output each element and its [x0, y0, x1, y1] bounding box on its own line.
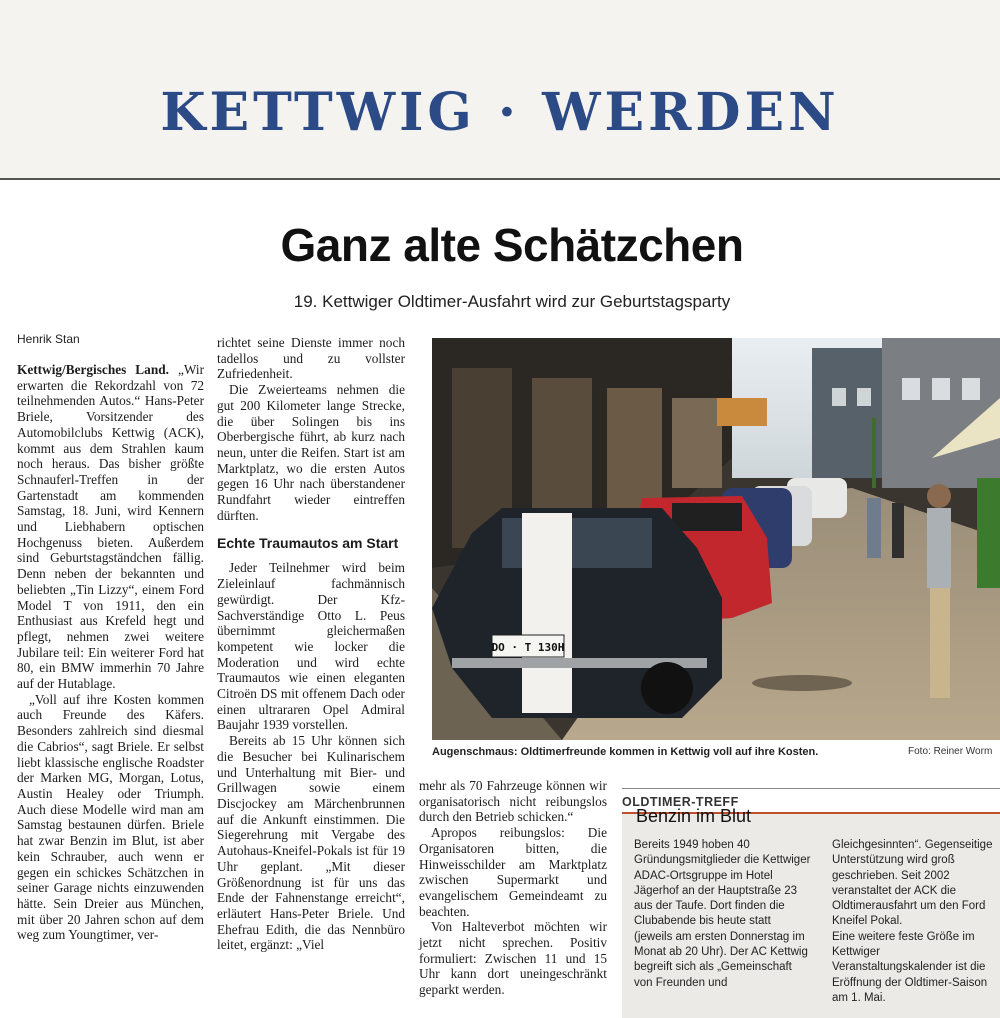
article-headline: Ganz alte Schätzchen	[280, 219, 744, 271]
article-column-3	[419, 778, 607, 998]
paragraph: Bereits ab 15 Uhr können sich die Besucher bei Kulinarischem und Unterhaltung mit Bier- und Grillwagen sowie einem Discjockey am Märchenbrunnen auf die Ankunft einstimmen. Die Siegerehrung mit Vergabe des Autohaus-Kneifel-Pokals ist für 19 Uhr geplant. „Mit dieser Größenordnung ist für uns das Ende der Fahnenstange erreicht“, erläutert Hans-Peter Briele. Und Ehefrau Edith, die das Nennbüro leitet, ergänzt: „Viel	[217, 733, 405, 953]
section-subtitle: Echte Traumautos am Start	[217, 535, 399, 552]
article-column-1	[17, 362, 204, 943]
paragraph: Jeder Teilnehmer wird beim Zieleinlauf fachmännisch gewürdigt. Der Kfz-Sachverständige Otto L. Peus übernimmt gleichermaßen kompetent wie locker die Moderation und wird echte Traumautos wie einen eleganten Citroën DS mit offenem Dach oder einen ultrararen Opel Admiral Baujahr 1939 vorstellen.	[217, 560, 405, 733]
photo-credit: Foto: Reiner Worm	[908, 746, 993, 757]
infobox-title: Benzin im Blut	[636, 806, 752, 826]
license-plate-text: DO · T 130H	[491, 641, 565, 654]
article-subheadline: 19. Kettwiger Oldtimer-Ausfahrt wird zur Geburtstagsparty	[293, 292, 731, 311]
paragraph: Von Halteverbot möchten wir jetzt nicht sprechen. Positiv formuliert: Zwischen 11 und 15 Uhr kann dort uneingeschränkt geparkt werden.	[419, 919, 607, 998]
article-photo	[432, 338, 1000, 740]
paragraph-text: „Wir erwarten die Rekordzahl von 72 teilnehmenden Autos.“ Hans-Peter Briele, Vorsitzender des Automobilclubs Kettwig (ACK), kommt aus dem Strahlen kaum noch heraus. Das bisher größte Schnauferl-Treffen in der Gartenstadt am kommenden Samstag, 18. Juni, wird Kennern und Liebhabern optischen Hochgenuss bieten. Außerdem sind Geburtstagständchen fällig. Denn neben der bekannten und beliebten „Tin Lizzy“, einem Ford Model T von 1911, den ein Enthusiast aus Krefeld hegt und pflegt, nehmen zwei weitere Jubilare teil: Ein weiterer Ford hat 80, ein BMW immerhin 70 Jahre auf der Hutablage.	[17, 362, 205, 692]
article-column-2	[217, 335, 405, 953]
dateline: Kettwig/Bergisches Land.	[17, 362, 169, 377]
paragraph	[17, 362, 204, 692]
masthead-band	[0, 0, 1000, 178]
article-author: Henrik Stan	[17, 332, 80, 346]
paragraph: Die Zweierteams nehmen die gut 200 Kilometer lange Strecke, die über Solingen bis ins Oberbergische führt, ab kurz nach neun, unter die Reifen. Start ist am Marktplatz, wo die ersten Autos gegen 16 Uhr nach überstandener Rundfahrt wieder eintreffen dürften.	[217, 382, 405, 523]
photo-caption: Augenschmaus: Oldtimerfreunde kommen in Kettwig voll auf ihre Kosten.	[432, 746, 819, 758]
masthead-title: KETTWIG · WERDEN	[160, 82, 840, 143]
paragraph: Apropos reibungslos: Die Organisatoren bitten, die Hinweisschilder am Marktplatz zwischen Supermarkt und evangelischem Gemeindeamt zu beachten.	[419, 825, 607, 919]
infobox-label: OLDTIMER-TREFF	[622, 795, 739, 809]
street-scene-illustration	[432, 338, 1000, 740]
infobox-paragraph: Eine weitere feste Größe im Kettwiger Veranstaltungskalender ist die Eröffnung der Oldtimer-Saison am 1. Mai.	[832, 930, 988, 1004]
infobox-column-2	[832, 838, 1000, 1006]
top-rule	[0, 178, 1000, 180]
paragraph: „Voll auf ihre Kosten kommen auch Freunde des Käfers. Besonders zahlreich sind diesmal die Cabrios“, sagt Briele. Er selbst liebt klassische englische Roadster der Marken MG, Morgan, Lotus, Austin Healey oder Triumph. Auch diese Modelle wird man am Samstag bestaunen dürfen. Briele hat zwar Benzin im Blut, ist aber kein Schrauber, auch wenn er gegen ein schickes Schätzchen in seiner Garage nichts einzuwenden hätte. Sein Dreier aus München, mit über 20 Jahren schon auf dem weg zum Youngtimer, ver-	[17, 691, 204, 943]
infobox-column-1: Bereits 1949 hoben 40 Gründungsmitglieder die Kettwiger ADAC-Ortsgruppe im Hotel Jägerhof an der Hauptstraße 23 aus der Taufe. Dort finden die Clubabende bis heute statt (jeweils am ersten Donnerstag im Monat ab 20 Uhr). Der AC Kettwig begreift sich als „Gemeinschaft von Freunden und	[634, 839, 811, 989]
infobox-top-rule	[622, 788, 1000, 789]
infobox-paragraph: Gleichgesinnten“. Gegenseitige Unterstützung wird groß geschrieben. Seit 2002 veranstaltet der ACK die Oldtimerausfahrt um den Ford Kneifel Pokal.	[832, 839, 993, 928]
paragraph: richtet seine Dienste immer noch tadellos und zu vollster Zufriedenheit.	[217, 335, 405, 382]
paragraph: mehr als 70 Fahrzeuge können wir organisatorisch nicht reibungslos durch den Betrieb schicken.“	[419, 778, 607, 825]
